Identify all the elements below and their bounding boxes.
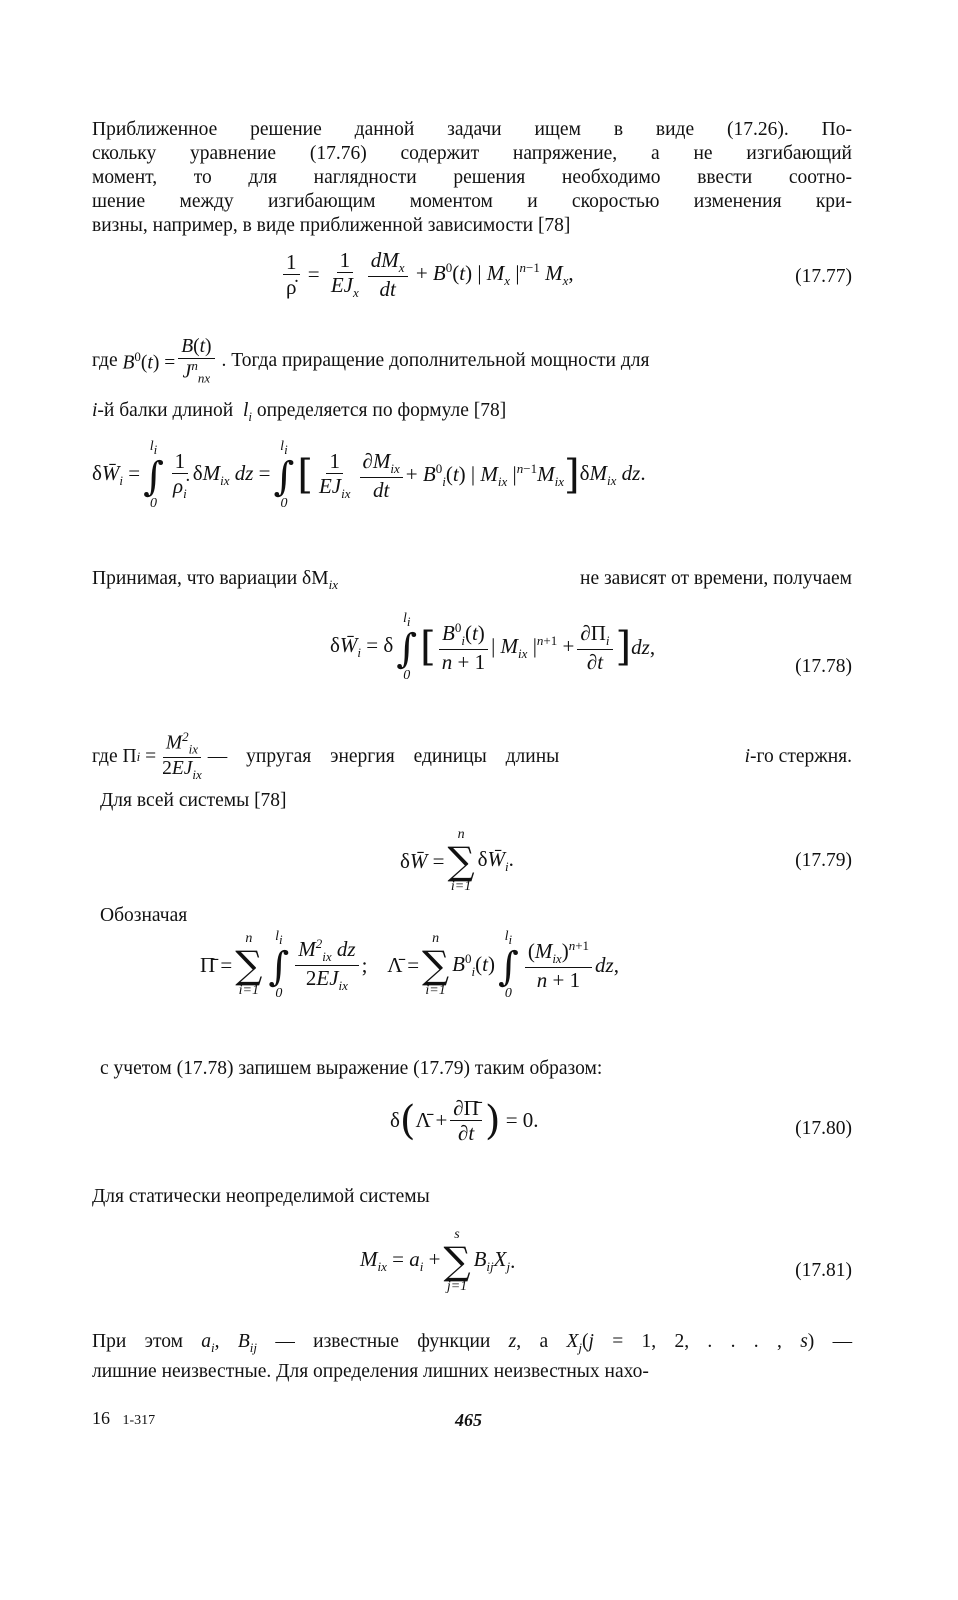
text-line: с учетом (17.78) запишем выражение (17.79) таким образом: [100, 1058, 603, 1079]
paragraph-intro [92, 118, 852, 238]
equation-number: (17.77) [795, 266, 852, 287]
paragraph-final [92, 1330, 852, 1384]
text-fragment: не зависят от времени, получаем [580, 568, 852, 589]
equation-17-79: δW̄ = n ∑ i=1 $\delta W̄_i$. [400, 827, 514, 894]
text-line: i-й балки длиной $l_i$ определяется по формуле [78] [92, 400, 507, 424]
definition-b0-line: где $B^0(t)$ = $\frac{B(t)}{J^n_{nx}}$ . Тогда приращение дополнительной мощности для [92, 336, 650, 386]
text-fragment: -й балки длиной [97, 400, 234, 421]
text-fragment: где П [92, 745, 137, 767]
text-line: шение между изгибающим моментом и скоростью изменения кри- [92, 191, 852, 212]
text-fragment: -го стержня. [750, 745, 852, 767]
text-fragment: определяется по формуле [78] [256, 400, 507, 421]
equation-delta-w-integral: $\delta W̄_i$ = $l_i$ ∫ 0 $\frac{1}{\rhȯ_i}$ $\delta M_{ix}$ dz = $l_i$ ∫ 0 [ $\frac{1}{EJ_{ix}}$ $\frac{\partial M_{ix}}{dt}$ + $B^0_i(t)$ | $M_{ix}$ $|^{n-1}M_{ix}$ ] $\delta M_{ix}$ dz. [92, 439, 646, 511]
equation-number: (17.78) [795, 656, 852, 677]
text-line: момент, то для наглядности решения необходимо ввести соотно- [92, 167, 852, 188]
text-line: Обозначая [100, 905, 188, 926]
text-line: скольку уравнение (17.76) содержит напряжение, а не изгибающий [92, 143, 852, 164]
text-fragment: . Тогда приращение дополнительной мощности для [221, 350, 650, 372]
equation-17-77: $\frac{1}{\rhȯ}$ = $\frac{1}{EJ_x}$ $\frac{dM_x}{dt}$ + $B^0(t)$ | $M_x$ $|^{n-1}$ $M_x$, [280, 248, 574, 301]
definition-pi-line: где П i = $\frac{M^2_{ix}}{2EJ_{ix}}$ — упругая энергия единицы длины i -го стержня. [92, 729, 852, 783]
text-line: визны, например, в виде приближенной зависимости [78] [92, 215, 571, 236]
text-line: Принимая, что вариации $\delta M_{ix}$ не зависят от времени, получаем [92, 568, 852, 592]
text-line: При этом $a_i$, $B_{ij}$ — известные функции z, а $X_j(j = 1$, 2, . . . , s) — [92, 1331, 853, 1355]
text-fragment: где [92, 350, 118, 372]
page-number: 465 [455, 1410, 482, 1430]
text-line: лишние неизвестные. Для определения лишних неизвестных нахо- [92, 1360, 649, 1382]
signature-number: 16 [92, 1408, 110, 1428]
equation-pi-lambda-definitions: П̄ = n ∑ i=1 $l_i$ ∫ 0 $\frac{M^2_{ix} dz}{2EJ_{ix}}$ ; Λ̄ = n ∑ i=1 $B^0_i(t)$ $l_i$ ∫ 0 $\frac{(M_{ix})^{n+1}}{n + 1}$ dz , [200, 929, 619, 1001]
print-code: 1-317 [122, 1413, 156, 1428]
text-fragment: — упругая энергия единицы длины [207, 745, 560, 767]
text-line: Для всей системы [78] [100, 790, 287, 811]
text-line: Для статически неопределимой системы [92, 1186, 430, 1207]
equation-number: (17.80) [795, 1118, 852, 1139]
text-fragment: Принимая, что вариации δM [92, 568, 329, 589]
equation-17-81: $M_{ix}$ = $a_i$ + s ∑ j=1 $B_{ij}X_j$ . [360, 1227, 516, 1294]
equation-number: (17.79) [795, 850, 852, 871]
footer-signature [92, 1408, 155, 1429]
equation-17-78: $\delta W̄_i = \delta$ $l_i$ ∫ 0 [ $\frac{B^0_i(t)}{n + 1}$ | $M_{ix}$ $|^{n+1}$ + $\frac{\partial П_i}{\partial t}$ ] dz , [330, 611, 656, 683]
equation-17-80: δ ( Λ̄ + $\frac{\partial П̄}{\partial t}$ ) = 0. [390, 1096, 539, 1146]
text-line: Приближенное решение данной задачи ищем в виде (17.26). По- [92, 119, 852, 140]
equation-number: (17.81) [795, 1260, 852, 1281]
